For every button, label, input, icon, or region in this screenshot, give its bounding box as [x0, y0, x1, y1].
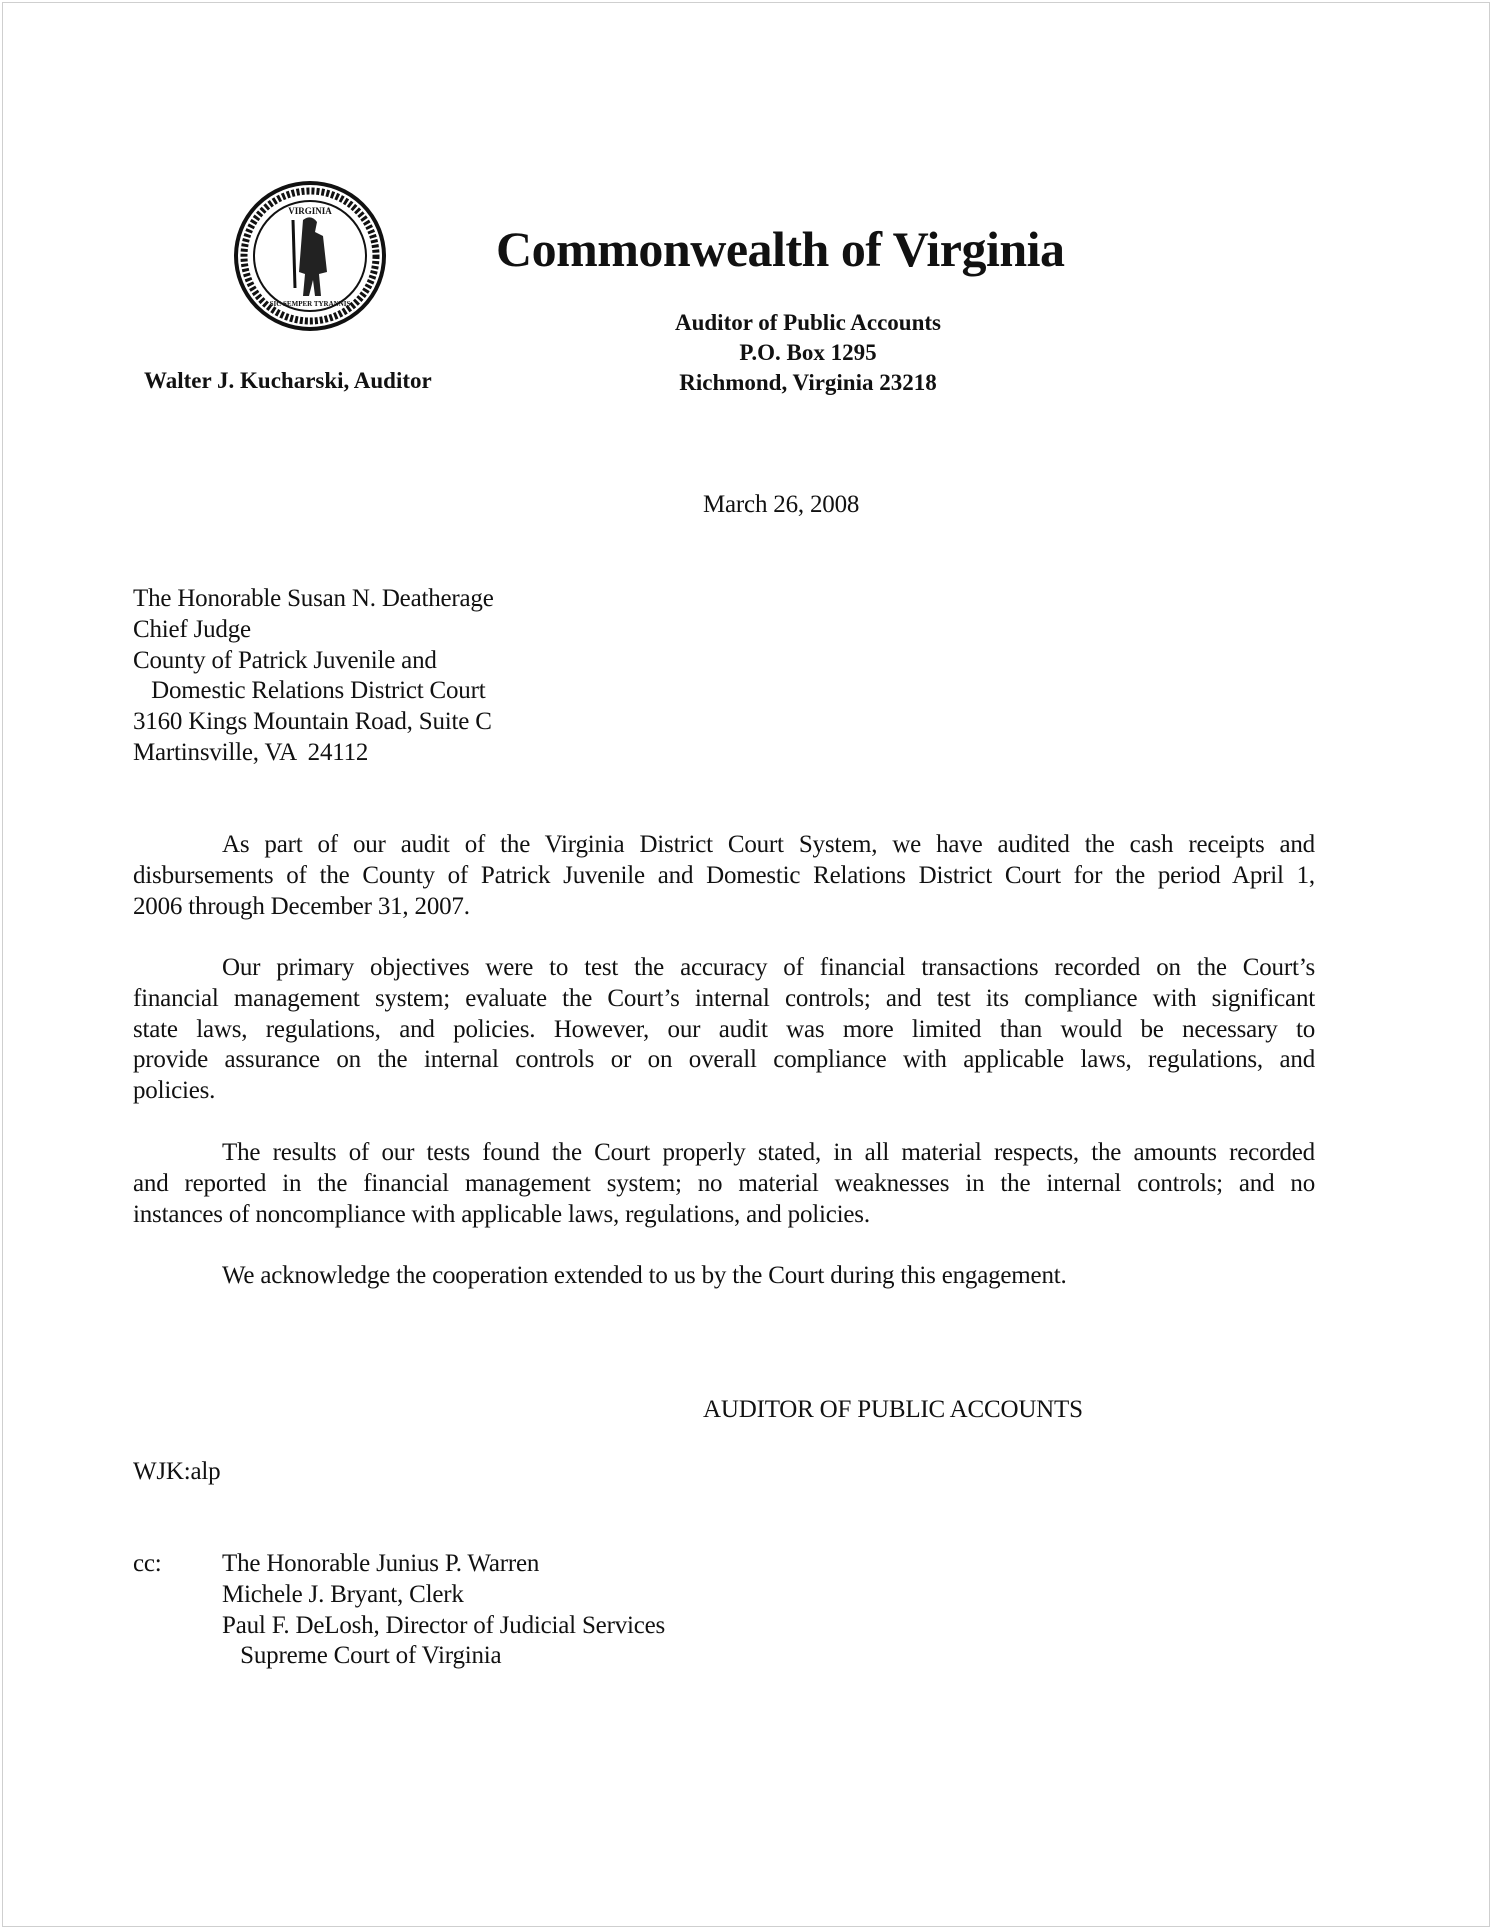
- cc-label: cc:: [133, 1550, 162, 1577]
- paragraph-line: Our primary objectives were to test the accuracy of financial transactions recorded on the Court’s: [222, 954, 1315, 981]
- cc-list: [222, 1549, 665, 1672]
- seal-text: VIRGINIA: [288, 206, 332, 216]
- paragraph-line: As part of our audit of the Virginia District Court System, we have audited the cash receipts and: [222, 831, 1315, 858]
- office-po-box: P.O. Box 1295: [739, 340, 877, 365]
- paragraph-line: We acknowledge the cooperation extended to us by the Court during this engagement.: [222, 1262, 1067, 1289]
- office-name: Auditor of Public Accounts: [674, 310, 942, 335]
- addressee-line: Domestic Relations District Court: [133, 677, 486, 705]
- paragraph-line: and reported in the financial management system; no material weaknesses in the internal controls; and no: [133, 1169, 1315, 1197]
- paragraph-line: provide assurance on the internal controls or on overall compliance with applicable laws, regulations, and: [133, 1046, 1315, 1074]
- seal-motto: SIC SEMPER TYRANNIS: [269, 300, 351, 308]
- letterhead-title: Commonwealth of Virginia: [496, 221, 1065, 277]
- cc-recipient: Supreme Court of Virginia: [222, 1642, 502, 1670]
- letter-date: March 26, 2008: [703, 491, 860, 518]
- auditor-name: Walter J. Kucharski, Auditor: [144, 368, 432, 393]
- office-city: Richmond, Virginia 23218: [679, 370, 937, 395]
- paragraph-acknowledgement: [133, 1261, 1315, 1292]
- addressee-block: [133, 584, 494, 769]
- virginia-seal-icon: [233, 180, 388, 332]
- paragraph-results: [133, 1138, 1315, 1230]
- cc-recipient: The Honorable Junius P. Warren: [222, 1550, 540, 1577]
- addressee-line: Chief Judge: [133, 615, 251, 643]
- paragraph-line: disbursements of the County of Patrick Juvenile and Domestic Relations District Court for the period April 1,: [133, 861, 1315, 889]
- paragraph-line: financial management system; evaluate the Court’s internal controls; and test its compliance with significant: [133, 984, 1315, 1012]
- paragraph-audit-scope: [133, 830, 1315, 922]
- addressee-line: County of Patrick Juvenile and: [133, 646, 437, 674]
- cc-recipient: Michele J. Bryant, Clerk: [222, 1580, 464, 1608]
- addressee-line: Martinsville, VA 24112: [133, 738, 369, 766]
- paragraph-line: policies.: [133, 1077, 216, 1105]
- paragraph-line: The results of our tests found the Court properly stated, in all material respects, the amounts recorded: [222, 1139, 1315, 1166]
- cc-recipient: Paul F. DeLosh, Director of Judicial Services: [222, 1611, 666, 1639]
- paragraph-line: 2006 through December 31, 2007.: [133, 892, 470, 920]
- paragraph-line: instances of noncompliance with applicable laws, regulations, and policies.: [133, 1200, 870, 1228]
- paragraph-objectives: [133, 953, 1315, 1107]
- signature: AUDITOR OF PUBLIC ACCOUNTS: [703, 1396, 1083, 1423]
- initials: WJK:alp: [133, 1458, 221, 1485]
- paragraph-line: state laws, regulations, and policies. However, our audit was more limited than would be necessary to: [133, 1015, 1315, 1043]
- addressee-line: 3160 Kings Mountain Road, Suite C: [133, 708, 492, 736]
- addressee-line: The Honorable Susan N. Deatherage: [133, 585, 494, 612]
- office-address: [608, 308, 1008, 398]
